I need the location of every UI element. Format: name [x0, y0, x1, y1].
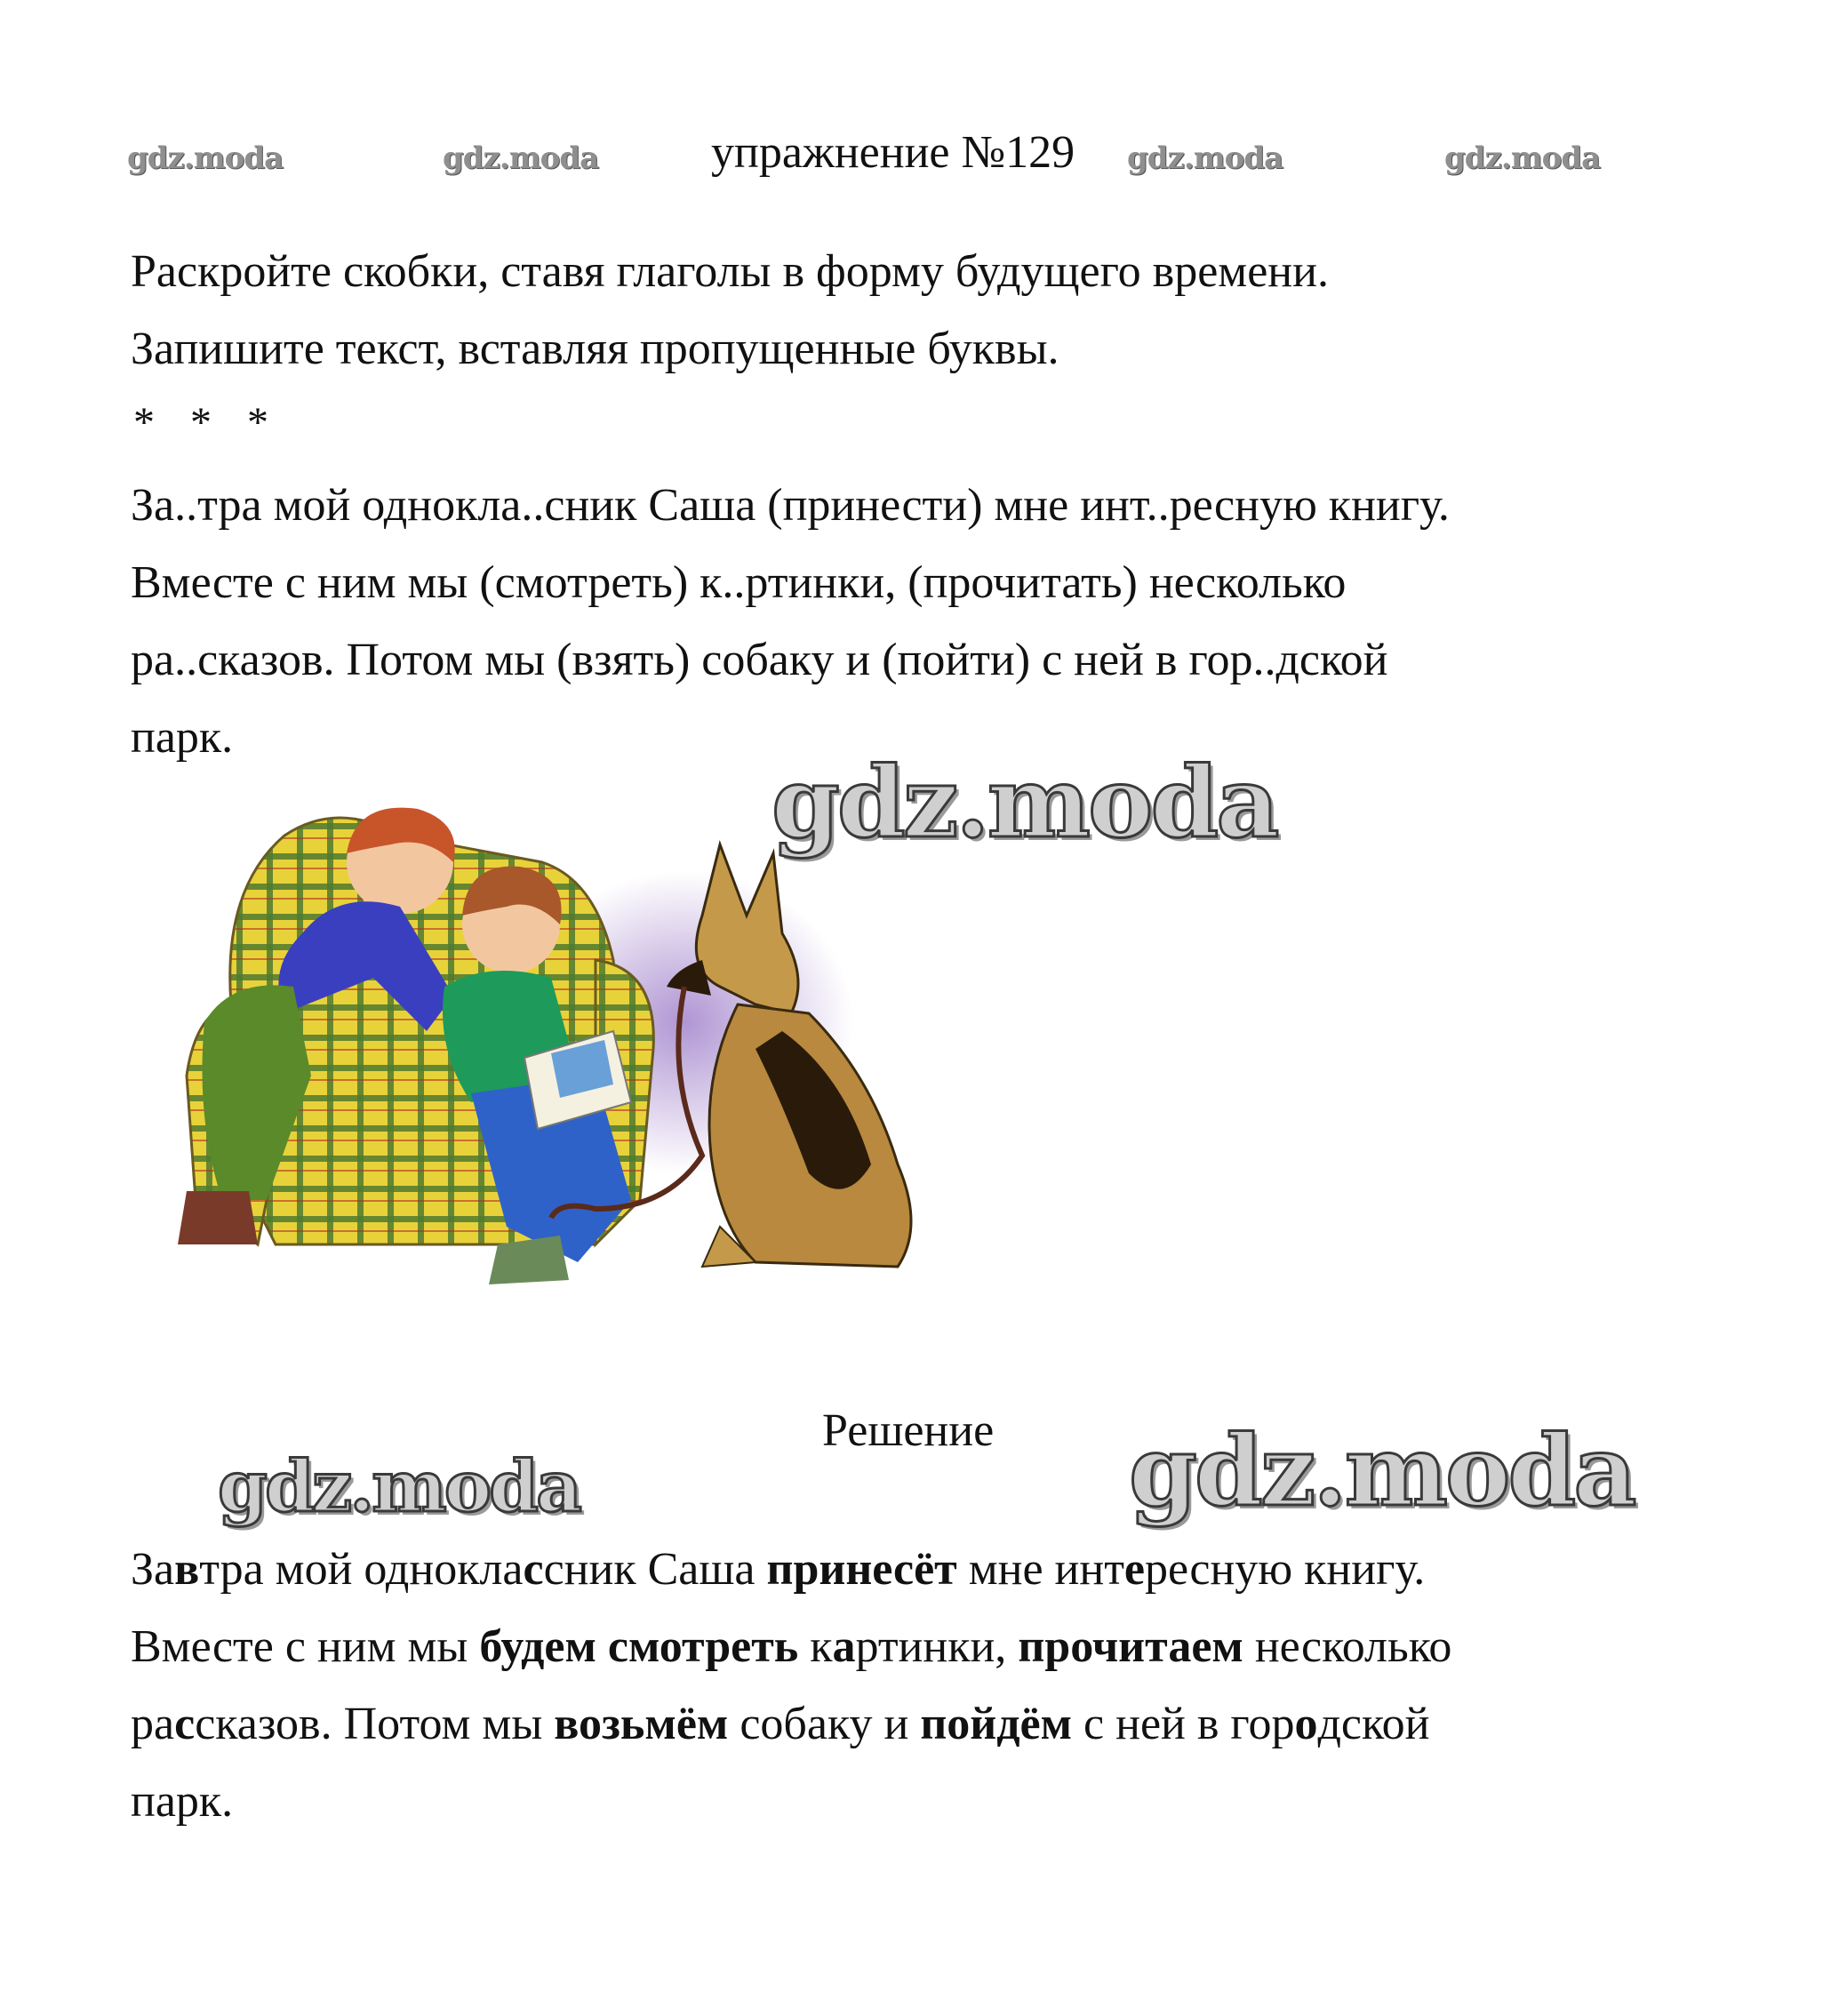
instructions	[131, 233, 1695, 388]
solution-line: Завтра мой одноклассник Саша принесёт мне интересную книгу.	[131, 1544, 1426, 1595]
page-title: упражнение №129	[711, 127, 1075, 178]
instruction-line: Раскройте скобки, ставя глаголы в форму будущего времени.	[131, 246, 1329, 297]
watermark: gdz.moda	[1129, 1413, 1635, 1528]
exercise-line: парк.	[131, 712, 234, 763]
illustration	[133, 782, 951, 1316]
illustration-svg	[133, 782, 951, 1316]
watermark: gdz.moda	[443, 140, 599, 176]
exercise-text	[131, 467, 1695, 776]
solution-line: Вместе с ним мы будем смотреть картинки, прочитаем несколько	[131, 1621, 1452, 1672]
solution-line: рассказов. Потом мы возьмём собаку и пойдём с ней в городской	[131, 1699, 1430, 1749]
exercise-line: Вместе с ним мы (смотреть) к..ртинки, (прочитать) несколько	[131, 557, 1347, 608]
solution-text	[131, 1531, 1695, 1840]
watermark: gdz.moda	[1127, 140, 1283, 176]
watermark: gdz.moda	[772, 745, 1277, 860]
watermark: gdz.moda	[127, 140, 284, 176]
separator: * * *	[133, 399, 281, 446]
solution-line: парк.	[131, 1776, 234, 1827]
exercise-line: ра..сказов. Потом мы (взять) собаку и (пойти) с ней в гор..дской	[131, 635, 1388, 685]
watermark: gdz.moda	[218, 1444, 580, 1528]
instruction-line: Запишите текст, вставляя пропущенные буквы.	[131, 324, 1059, 374]
exercise-line: За..тра мой однокла..сник Саша (принести) мне инт..ресную книгу.	[131, 480, 1450, 531]
solution-heading: Решение	[822, 1405, 995, 1456]
watermark: gdz.moda	[1444, 140, 1601, 176]
